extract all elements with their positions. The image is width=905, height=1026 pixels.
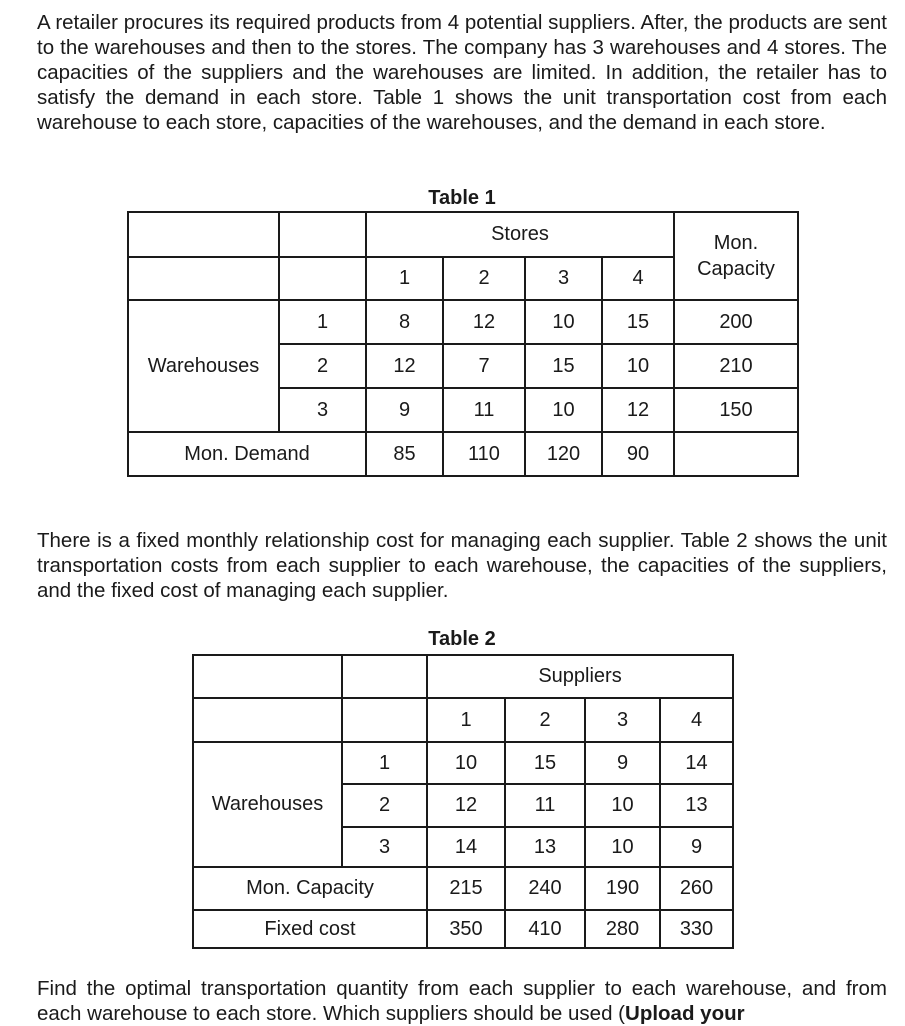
table1-cost-cell: 11 [443, 388, 525, 432]
table1-store-number: 1 [366, 257, 443, 300]
table2-cost-cell: 13 [660, 784, 733, 827]
table1-empty-cell [279, 212, 366, 257]
middle-paragraph: There is a fixed monthly relationship cost for managing each supplier. Table 2 shows the unit transportation costs from each supplier to each warehouse, the capacities of the suppliers, and the fixed cost of managing each supplier. [37, 529, 887, 602]
final-paragraph [37, 976, 887, 1026]
table1-store-number: 3 [525, 257, 602, 300]
table2-supplier-number: 4 [660, 698, 733, 742]
table1-cost-cell: 12 [366, 344, 443, 388]
table2-cost-cell: 9 [585, 742, 660, 784]
table2-empty-cell [193, 698, 342, 742]
table1-cost-cell: 10 [525, 388, 602, 432]
table2-cost-cell: 10 [585, 827, 660, 867]
table2-capacity-label: Mon. Capacity [193, 867, 427, 910]
table1-warehouse-number: 2 [279, 344, 366, 388]
table1-capacity-header [674, 212, 798, 300]
table2-empty-cell [342, 655, 427, 698]
table1-demand-cell: 85 [366, 432, 443, 476]
table2-empty-cell [342, 698, 427, 742]
table2 [192, 654, 734, 949]
table1-warehouse-number: 3 [279, 388, 366, 432]
table1-capacity-header-line2: Capacity [697, 258, 775, 280]
table1-demand-cell: 110 [443, 432, 525, 476]
table2-empty-cell [193, 655, 342, 698]
table2-cost-cell: 12 [427, 784, 505, 827]
table1-stores-header: Stores [366, 212, 674, 257]
table1-empty-cell [279, 257, 366, 300]
table2-supplier-number: 3 [585, 698, 660, 742]
final-paragraph-bold: Upload your [625, 1002, 745, 1025]
table2-caption: Table 2 [428, 628, 496, 650]
table1-cost-cell: 7 [443, 344, 525, 388]
table1-demand-cell: 120 [525, 432, 602, 476]
table2-fixed-cost-cell: 350 [427, 910, 505, 948]
table2-cost-cell: 13 [505, 827, 585, 867]
table2-cost-cell: 14 [427, 827, 505, 867]
table1-warehouses-label: Warehouses [128, 300, 279, 432]
table1-empty-cell [128, 257, 279, 300]
table1 [127, 211, 799, 477]
table1-demand-cell: 90 [602, 432, 674, 476]
table2-warehouse-number: 2 [342, 784, 427, 827]
intro-paragraph: A retailer procures its required products from 4 potential suppliers. After, the products are sent to the warehouses and then to the stores. The company has 3 warehouses and 4 stores. The capacities of the suppliers and the warehouses are limited. In addition, the retailer has to satisfy the demand in each store. Table 1 shows the unit transportation cost from each warehouse to each store, capacities of the warehouses, and the demand in each store. [37, 11, 887, 134]
table1-demand-label: Mon. Demand [128, 432, 366, 476]
table1-cost-cell: 15 [525, 344, 602, 388]
table2-cost-cell: 14 [660, 742, 733, 784]
table2-supplier-number: 2 [505, 698, 585, 742]
table1-cost-cell: 12 [443, 300, 525, 344]
table2-capacity-cell: 260 [660, 867, 733, 910]
table1-empty-cell [128, 212, 279, 257]
table2-cost-cell: 10 [427, 742, 505, 784]
table1-cost-cell: 10 [525, 300, 602, 344]
table1-capacity-header-line1: Mon. [713, 232, 759, 254]
table2-capacity-cell: 190 [585, 867, 660, 910]
table2-suppliers-header: Suppliers [427, 655, 733, 698]
table1-cost-cell: 9 [366, 388, 443, 432]
table1-capacity-cell: 150 [674, 388, 798, 432]
table2-supplier-number: 1 [427, 698, 505, 742]
table1-caption: Table 1 [428, 187, 496, 209]
table2-capacity-cell: 240 [505, 867, 585, 910]
table1-cost-cell: 8 [366, 300, 443, 344]
table1-warehouse-number: 1 [279, 300, 366, 344]
table1-empty-cell [674, 432, 798, 476]
table1-capacity-cell: 210 [674, 344, 798, 388]
table1-cost-cell: 10 [602, 344, 674, 388]
table1-capacity-cell: 200 [674, 300, 798, 344]
table1-store-number: 2 [443, 257, 525, 300]
table2-capacity-cell: 215 [427, 867, 505, 910]
table2-fixed-cost-cell: 410 [505, 910, 585, 948]
table2-cost-cell: 10 [585, 784, 660, 827]
table2-warehouse-number: 3 [342, 827, 427, 867]
table2-cost-cell: 15 [505, 742, 585, 784]
table1-cost-cell: 12 [602, 388, 674, 432]
table1-cost-cell: 15 [602, 300, 674, 344]
table2-warehouse-number: 1 [342, 742, 427, 784]
table2-cost-cell: 11 [505, 784, 585, 827]
table1-store-number: 4 [602, 257, 674, 300]
table2-fixed-cost-cell: 330 [660, 910, 733, 948]
final-paragraph-text: Find the optimal transportation quantity from each supplier to each warehouse, and from each warehouse to each store. Which suppliers should be used ( [37, 977, 887, 1025]
table2-cost-cell: 9 [660, 827, 733, 867]
table2-warehouses-label: Warehouses [193, 742, 342, 867]
table2-fixed-cost-label: Fixed cost [193, 910, 427, 948]
table2-fixed-cost-cell: 280 [585, 910, 660, 948]
